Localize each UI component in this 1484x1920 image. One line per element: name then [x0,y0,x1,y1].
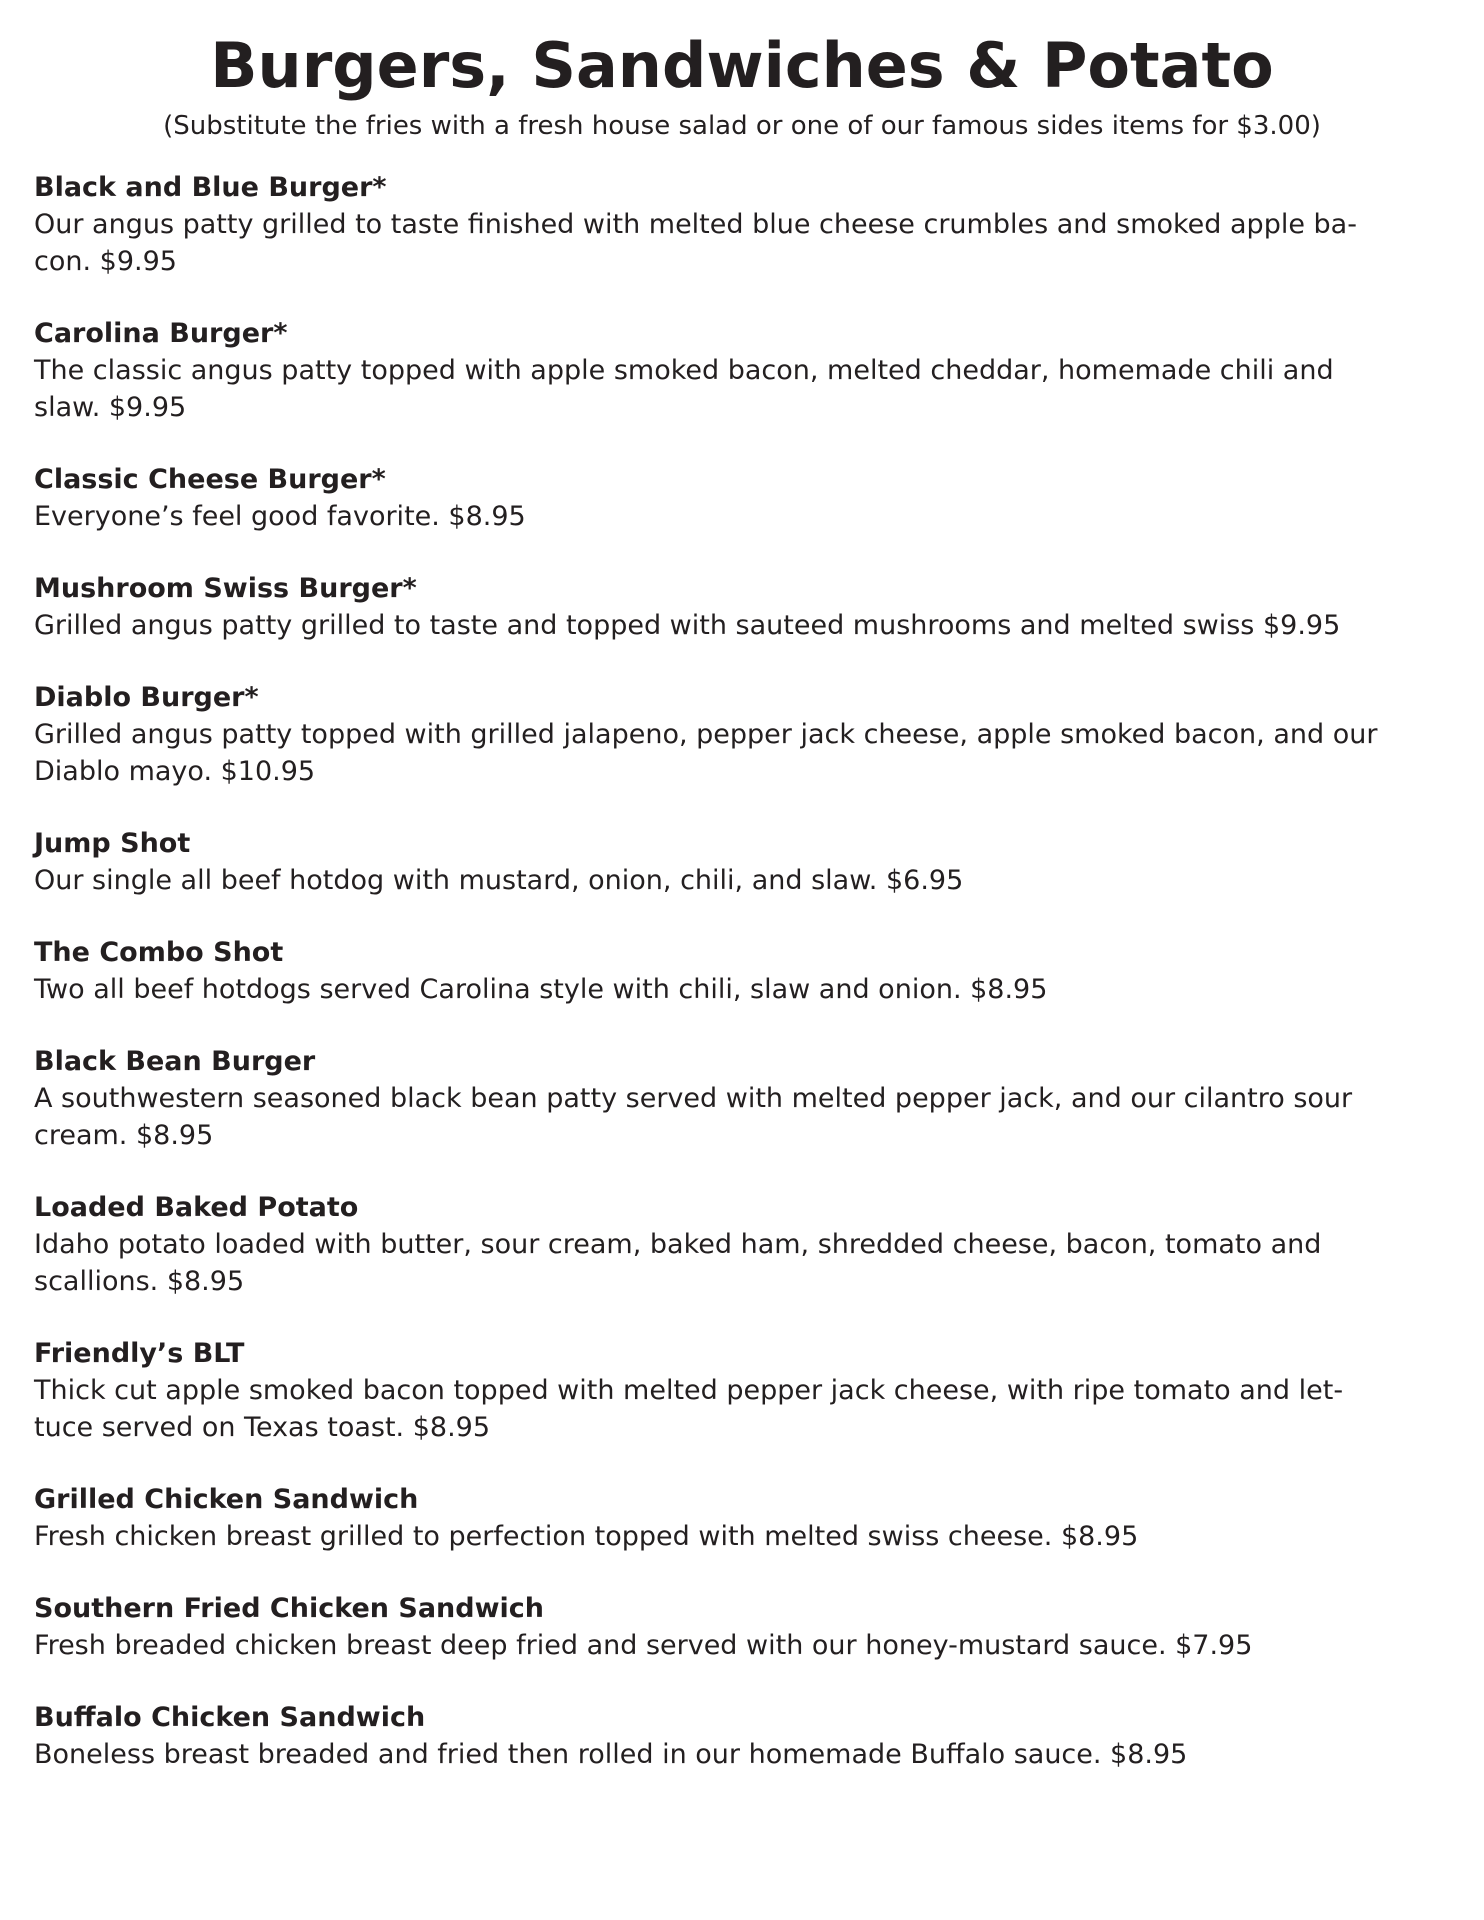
menu-item [34,680,1450,790]
menu-item [34,826,1450,899]
description-line: Diablo mayo. $10.95 [34,756,316,787]
menu-item-name: Grilled Chicken Sandwich [34,1484,419,1515]
menu-item-description [34,1518,1450,1555]
menu-item-name: Southern Fried Chicken Sandwich [34,1593,545,1624]
menu-item-description [34,607,1450,644]
description-line: Thick cut apple smoked bacon topped with melted pepper jack cheese, with ripe tomato and let- [34,1375,1344,1406]
menu-item-name: Friendly’s BLT [34,1338,245,1369]
menu-item [34,1336,1450,1446]
description-line: Everyone’s feel good favorite. $8.95 [34,501,526,532]
description-line: Two all beef hotdogs served Carolina style with chili, slaw and onion. $8.95 [34,974,1048,1005]
description-line: Grilled angus patty topped with grilled jalapeno, pepper jack cheese, apple smoked bacon, and our [34,719,1378,750]
description-line: tuce served on Texas toast. $8.95 [34,1412,491,1443]
description-line: Boneless breast breaded and fried then rolled in our homemade Buffalo sauce. $8.95 [34,1739,1188,1770]
menu-item-name: Jump Shot [34,828,191,859]
menu-item-description [34,206,1450,280]
description-line: A southwestern seasoned black bean patty served with melted pepper jack, and our cilantro sour [34,1083,1353,1114]
menu-item-name: Loaded Baked Potato [34,1192,359,1223]
description-line: Fresh chicken breast grilled to perfection topped with melted swiss cheese. $8.95 [34,1521,1139,1552]
menu-item [34,1700,1450,1773]
menu-item-name: Mushroom Swiss Burger* [34,573,417,604]
description-line: con. $9.95 [34,246,177,277]
menu-item-name: Classic Cheese Burger* [34,464,386,495]
description-line: Our angus patty grilled to taste finished with melted blue cheese crumbles and smoked apple ba- [34,209,1357,240]
menu-item-description [34,971,1450,1008]
menu-item-description [34,1372,1450,1446]
menu-item-name: Buffalo Chicken Sandwich [34,1702,426,1733]
description-line: slaw. $9.95 [34,392,187,423]
menu-item [34,1190,1450,1300]
menu-item-description [34,1627,1450,1664]
page-title: Burgers, Sandwiches & Potato [210,29,1274,102]
menu-item [34,316,1450,426]
description-line: Fresh breaded chicken breast deep fried and served with our honey-mustard sauce. $7.95 [34,1630,1253,1661]
menu-item-description [34,1226,1450,1300]
menu-item-description [34,1080,1450,1154]
menu-item-description [34,1736,1450,1773]
menu-item [34,170,1450,280]
menu-item [34,1044,1450,1154]
menu-item-name: Diablo Burger* [34,682,259,713]
menu-item-description [34,716,1450,790]
description-line: Grilled angus patty grilled to taste and topped with sauteed mushrooms and melted swiss $9.95 [34,610,1341,641]
substitution-note: (Substitute the fries with a fresh house salad or one of our famous sides items for $3.00) [163,111,1321,141]
description-line: scallions. $8.95 [34,1266,245,1297]
description-line: The classic angus patty topped with apple smoked bacon, melted cheddar, homemade chili and [34,355,1334,386]
description-line: Idaho potato loaded with butter, sour cream, baked ham, shredded cheese, bacon, tomato and [34,1229,1322,1260]
menu-item-name: Carolina Burger* [34,318,288,349]
menu-item [34,571,1450,644]
menu-item-list [34,170,1450,1773]
menu-item-name: The Combo Shot [34,937,284,968]
menu-item-description [34,352,1450,426]
menu-item [34,935,1450,1008]
description-line: Our single all beef hotdog with mustard, onion, chili, and slaw. $6.95 [34,865,964,896]
menu-item [34,1591,1450,1664]
menu-item-description [34,498,1450,535]
description-line: cream. $8.95 [34,1120,214,1151]
menu-item [34,462,1450,535]
menu-item-name: Black Bean Burger [34,1046,316,1077]
menu-item-name: Black and Blue Burger* [34,172,387,203]
menu-item-description [34,862,1450,899]
menu-item [34,1482,1450,1555]
